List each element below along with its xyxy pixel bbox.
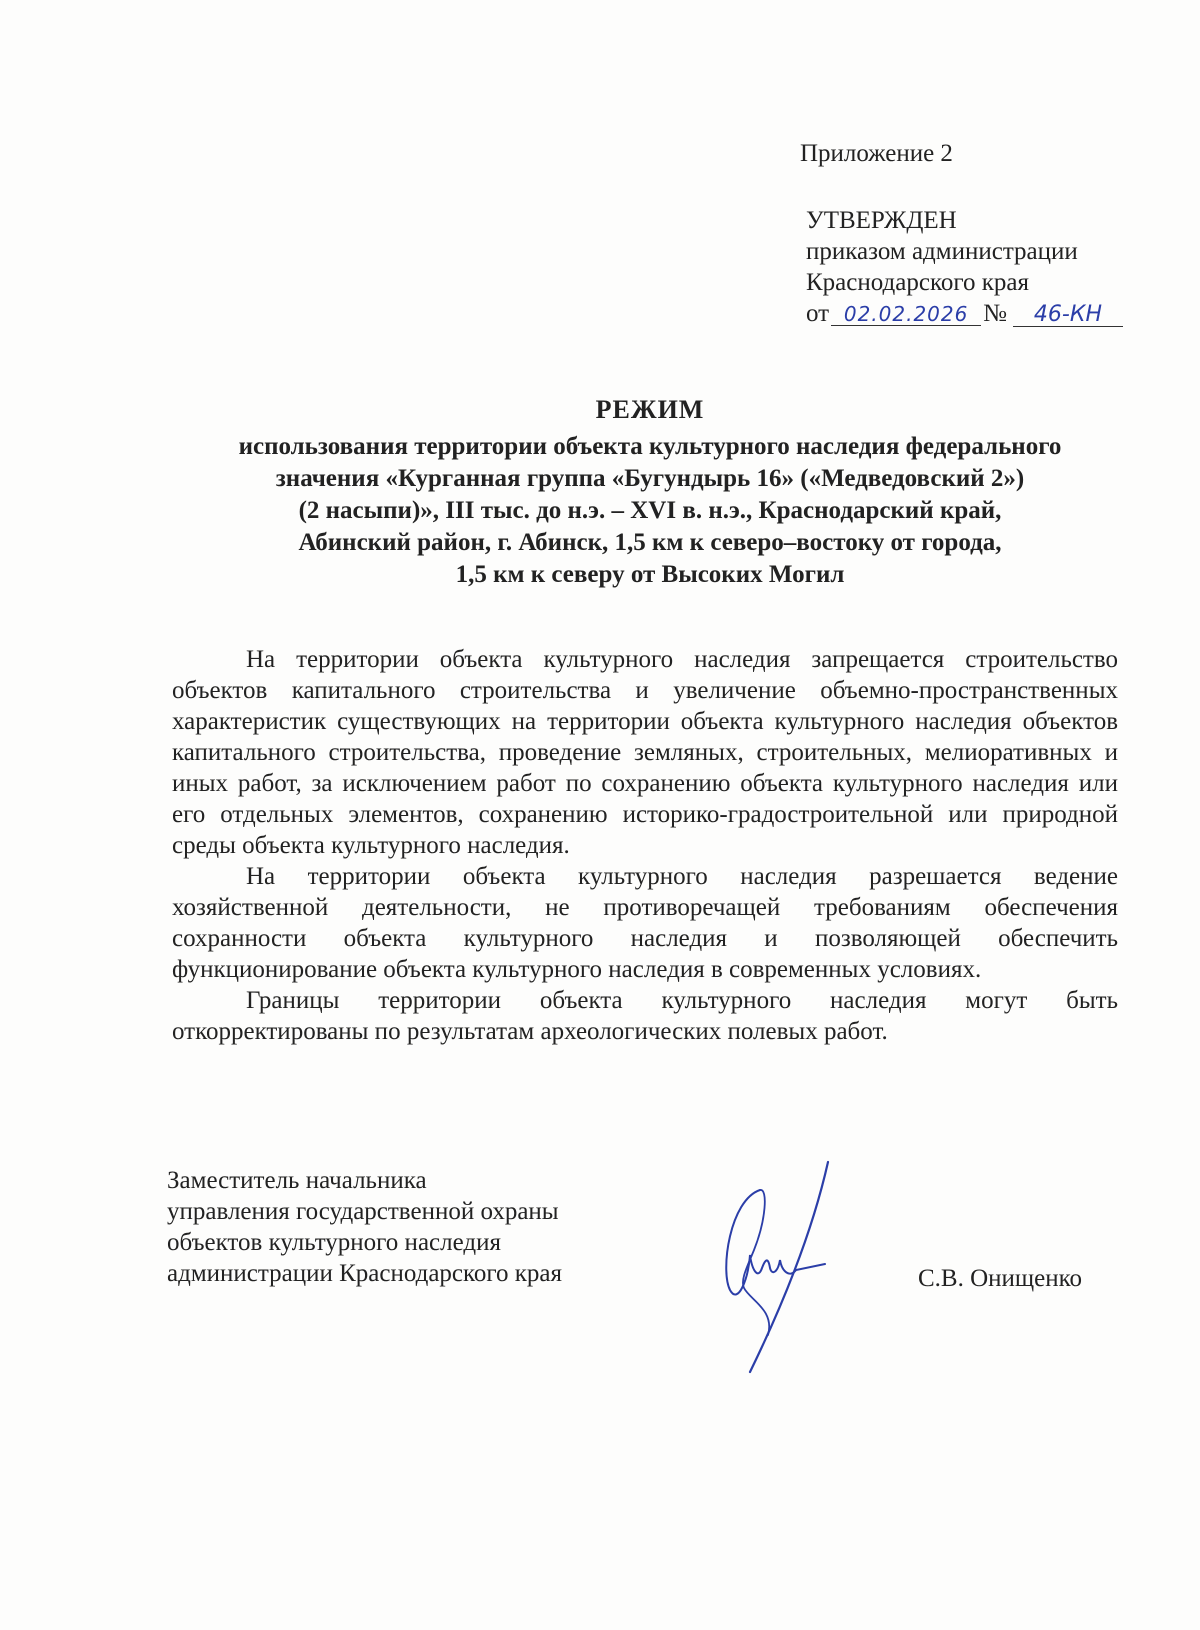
title-main: РЕЖИМ xyxy=(595,395,705,424)
paragraph-boundaries: Границы территории объекта культурного наследия могут быть откорректированы по результатам археологических полевых работ. xyxy=(172,987,1118,1045)
position-line: управления государственной охраны xyxy=(167,1198,559,1225)
position-line: администрации Краснодарского края xyxy=(167,1260,563,1287)
title-line: использования территории объекта культурного наследия федерального xyxy=(238,433,1062,460)
order-date-handwritten: 02.02.2026 xyxy=(831,303,981,326)
position-line: объектов культурного наследия xyxy=(167,1229,501,1256)
position-line: Заместитель начальника xyxy=(167,1167,427,1194)
title-subtitle xyxy=(150,431,1150,591)
title-line: 1,5 км к северу от Высоких Могил xyxy=(455,561,845,588)
approval-line-2: Краснодарского края xyxy=(806,269,1029,296)
paragraph-permissions: На территории объекта культурного наследия разрешается ведение хозяйственной деятельности, не противоречащей требованиям обеспечения сохранности объекта культурного наследия и позволяющей обеспечить функционирование объекта культурного наследия в современных условиях. xyxy=(172,863,1118,983)
order-from-label: от xyxy=(806,300,830,327)
signatory-position xyxy=(167,1165,562,1289)
approval-heading: УТВЕРЖДЕН xyxy=(806,207,957,234)
order-details xyxy=(806,298,1123,329)
title-line: значения «Курганная группа «Бугундырь 16» («Медведовский 2») xyxy=(275,465,1025,492)
handwritten-signature xyxy=(720,1160,880,1380)
appendix-label: Приложение 2 xyxy=(800,140,953,167)
title-line: (2 насыпи)», III тыс. до н.э. – XVI в. н.э., Краснодарский край, xyxy=(298,497,1002,524)
signatory-name: С.В. Онищенко xyxy=(918,1265,1083,1292)
approval-stamp xyxy=(806,205,1123,329)
order-number-handwritten: 46-КН xyxy=(1013,304,1123,327)
document-title xyxy=(150,395,1150,591)
title-line: Абинский район, г. Абинск, 1,5 км к северо–востоку от города, xyxy=(298,529,1002,556)
approval-line-1: приказом администрации xyxy=(806,238,1078,265)
paragraph-prohibitions: На территории объекта культурного наследия запрещается строительство объектов капитального строительства и увеличение объемно-пространственных характеристик существующих на территории объекта культурного наследия объектов капитального строительства, проведение земляных, строительных, мелиоративных и иных работ, за исключением работ по сохранению объекта культурного наследия или его отдельных элементов, сохранению историко-градостроительной или природной среды объекта культурного наследия. xyxy=(172,646,1118,859)
document-body xyxy=(172,644,1118,1047)
order-number-label: № xyxy=(983,300,1007,327)
